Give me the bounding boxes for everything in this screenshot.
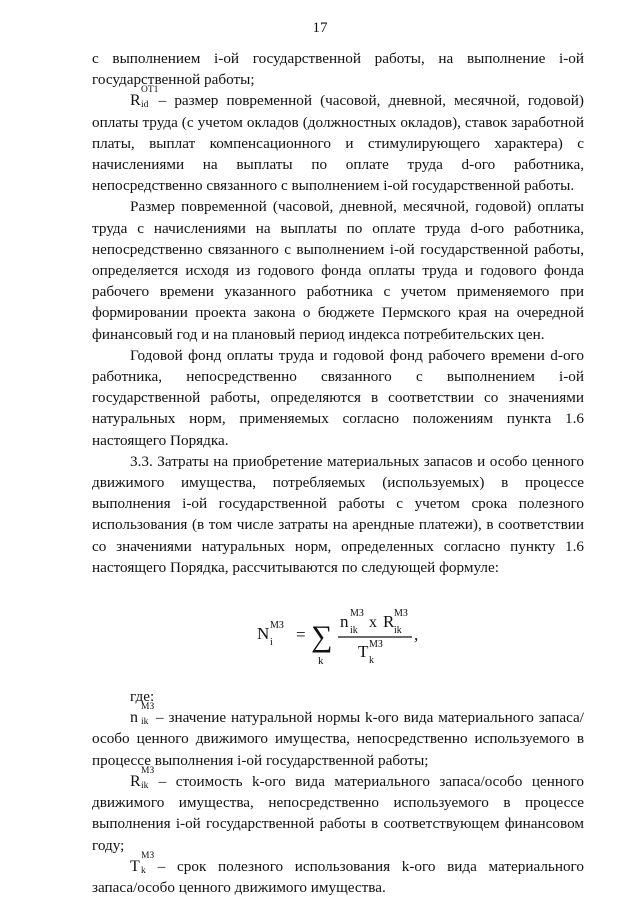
symbol-superscript: МЗ [141, 850, 155, 861]
symbol-subscript: ik [141, 717, 149, 728]
formula-sum-index: k [318, 655, 324, 668]
symbol-wrap [92, 85, 159, 111]
definition-n-text: – значение натуральной нормы k-ого вида материального запаса/особо ценного движимого имущества, непосредственно используемого в процессе выполнения i-ой государственной работы; [92, 709, 584, 769]
symbol-base: R [130, 772, 141, 790]
definition-r-text: – стоимость k-ого вида материального запаса/особо ценного движимого имущества, непосредственно используемого в процессе выполнения i-ой государственной работы в соответствующем финансовом году; [92, 772, 584, 854]
paragraph-continuation: с выполнением i-ой государственной работы, на выполнение i-ой государственной работы; [92, 50, 584, 89]
symbol-base: T [130, 857, 140, 875]
formula-den-base: T [358, 642, 369, 662]
symbol-wrap [92, 702, 156, 728]
formula-num-r-sup: МЗ [394, 608, 408, 620]
formula-num-r-sub: ik [394, 625, 402, 637]
formula-lhs-sub: i [270, 637, 273, 649]
formula-svg [92, 592, 584, 672]
formula-num-n-sup: МЗ [350, 608, 364, 620]
symbol-base: n [130, 709, 138, 727]
formula-sum: ∑ [311, 620, 333, 654]
definition-r-oti-text: – размер повременной (часовой, дневной, месячной, годовой) оплаты труда (с учетом окладов (должностных окладов), ставок заработной платы, выплат компенсационного и стимулирующего характера) с начислениями на выплаты по оплате труда d-ого работника, непосредственно связанного с выполнением i-ой государственной работы. [92, 92, 584, 195]
formula-times: x [369, 614, 377, 632]
where-label: где: [130, 688, 155, 706]
formula-lhs-base: N [257, 624, 270, 644]
symbol-subscript: k [141, 865, 146, 876]
symbol-superscript: ОТ1 [141, 85, 159, 96]
formula-num-r-base: R [383, 612, 395, 632]
symbol-base: R [130, 92, 141, 110]
formula-equals: = [296, 625, 306, 645]
formula-den-sup: МЗ [369, 639, 383, 651]
paragraph-wage-size: Размер повременной (часовой, дневной, месячной, годовой) оплаты труда с начислениями на выплаты по оплате труда d-ого работника, непосредственно связанного с выполнением i-ой государственной работы, определяется исходя из годового фонда оплаты труда и годового фонда рабочего времени указанного работника с учетом применяемого при формировании проекта закона о бюджете Пермского края на очередной финансовый год и на плановый период индекса потребительских цен. [92, 198, 584, 343]
definition-n [92, 702, 584, 771]
definition-t [92, 850, 584, 898]
definition-t-text: – срок полезного использования k-ого вида материального запаса/особо ценного движимого имущества. [92, 857, 584, 896]
symbol-subscript: id [141, 100, 149, 111]
symbol-superscript: МЗ [141, 765, 155, 776]
symbol-t [130, 850, 158, 876]
symbol-r [130, 765, 159, 791]
formula-lhs-sup: МЗ [270, 620, 284, 632]
formula-comma: , [414, 625, 419, 645]
formula-block [92, 592, 584, 672]
paragraph-3-3: 3.3. Затраты на приобретение материальных запасов и особо ценного движимого имущества, потребляемых (используемых) в процессе выполнения i-ой государственной работы с учетом срока полезного использования (в том числе затраты на арендные платежи), в соответствии со значениями натуральных норм, определенных согласно пункту 1.6 настоящего Порядка, рассчитываются по следующей формуле: [92, 452, 584, 576]
paragraph-annual-fund: Годовой фонд оплаты труда и годовой фонд рабочего времени d-ого работника, непосредственно связанного с выполнением i-ой государственной работы, определяются в соответствии со значениями натуральных норм, применяемых согласно положениям пункта 1.6 настоящего Порядка. [92, 346, 584, 449]
definition-r-oti [92, 85, 584, 196]
symbol-n [130, 702, 156, 728]
symbol-superscript: МЗ [141, 702, 155, 713]
symbol-r-oti [130, 85, 159, 111]
document-body [92, 48, 584, 898]
formula-den-sub: k [369, 655, 374, 667]
formula-num-n-base: n [340, 612, 349, 632]
page-number: 17 [312, 20, 328, 36]
symbol-wrap [92, 850, 158, 876]
definition-r [92, 765, 584, 856]
symbol-wrap [92, 765, 159, 791]
symbol-subscript: ik [141, 780, 149, 791]
formula-num-n-sub: ik [350, 625, 358, 637]
